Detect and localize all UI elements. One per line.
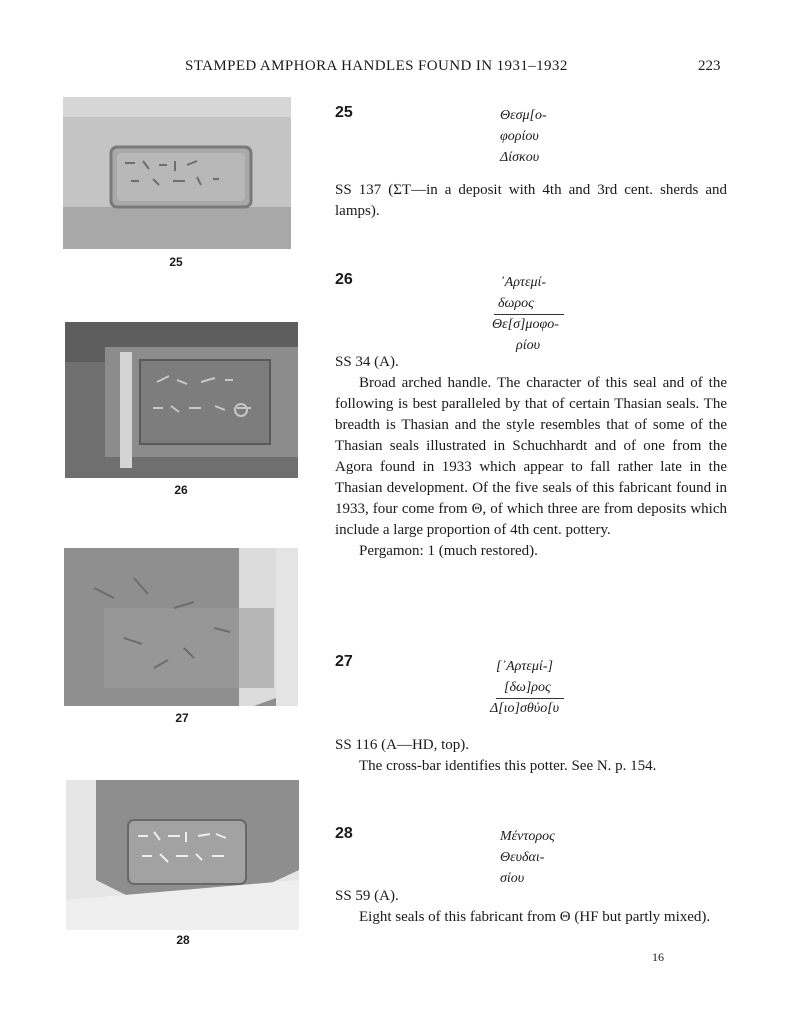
inscription-line: Δίσκου: [500, 150, 540, 165]
inscription-line: ᾿Αρτεμί-: [500, 275, 547, 290]
entry-text-27: [335, 735, 727, 777]
signature-mark: 16: [652, 950, 664, 964]
inscription-line: [δω]ρος: [504, 680, 551, 695]
entry-number-25: 25: [335, 104, 353, 121]
handle-photo-25: [63, 97, 291, 249]
handle-photo-27: [64, 548, 298, 706]
figure-caption-28: 28: [176, 933, 190, 947]
running-head: [0, 58, 792, 80]
entry-paragraph: SS 116 (A—HD, top).: [335, 737, 470, 753]
inscription-28: [500, 826, 555, 889]
figure-caption-26: 26: [174, 483, 188, 497]
inscription-divider: [496, 698, 564, 699]
figure-caption-25: 25: [169, 255, 183, 269]
inscription-line: Θευδαι-: [500, 850, 545, 865]
entry-number-26: 26: [335, 271, 353, 288]
inscription-line: φορίου: [500, 129, 539, 144]
entry-number-28: 28: [335, 825, 353, 842]
entry-paragraph: The cross-bar identifies this potter. See N. p. 154.: [359, 758, 657, 774]
entry-paragraph: Pergamon: 1 (much restored).: [359, 543, 538, 559]
running-head-title: STAMPED AMPHORA HANDLES FOUND IN 1931–1932: [185, 58, 568, 74]
entry-paragraph: SS 34 (A).: [335, 354, 399, 370]
entry-paragraph: Eight seals of this fabricant from Θ (HF but partly mixed).: [359, 909, 711, 925]
inscription-line: δωρος: [498, 296, 534, 311]
inscription-27: [490, 656, 559, 719]
inscription-line: Θε[σ]μοφο-: [492, 317, 559, 332]
entry-paragraph: SS 137 (ΣΤ—in a deposit with 4th and 3rd cent. sherds and lamps).: [335, 182, 727, 219]
page-number: 223: [698, 58, 721, 74]
inscription-line: σίου: [500, 871, 525, 886]
figure-caption-27: 27: [175, 711, 189, 725]
entry-text-28: [335, 886, 727, 928]
inscription-line: Θεσμ[ο-: [500, 108, 547, 123]
inscription-line: ρίου: [516, 338, 541, 353]
inscription-line: Δ[ιο]σθύο[υ: [490, 701, 560, 716]
entry-paragraph: Broad arched handle. The character of this seal and of the following is best paralleled by that of certain Thasian seals. The breadth is Thasian and the style resembles that of some of the Thasian seals illustrated in Schuchhardt and of one from the Agora found in 1933 which appear to fall rather late in the Thasian development. Of the five seals of this fabricant found in 1933, four come from Θ, of which three are from deposits which include a large proportion of 4th cent. pottery.: [335, 375, 727, 538]
handle-photo-28: [66, 780, 299, 930]
entry-number-27: 27: [335, 653, 353, 670]
inscription-line: [᾿Αρτεμί-]: [496, 659, 553, 674]
entry-text-25: [335, 180, 727, 222]
entry-paragraph: SS 59 (A).: [335, 888, 399, 904]
handle-photo-26: [65, 322, 298, 478]
entry-text-26: [335, 352, 727, 562]
inscription-divider: [494, 314, 564, 315]
inscription-25: [500, 105, 547, 168]
inscription-line: Μέντορος: [500, 829, 555, 844]
